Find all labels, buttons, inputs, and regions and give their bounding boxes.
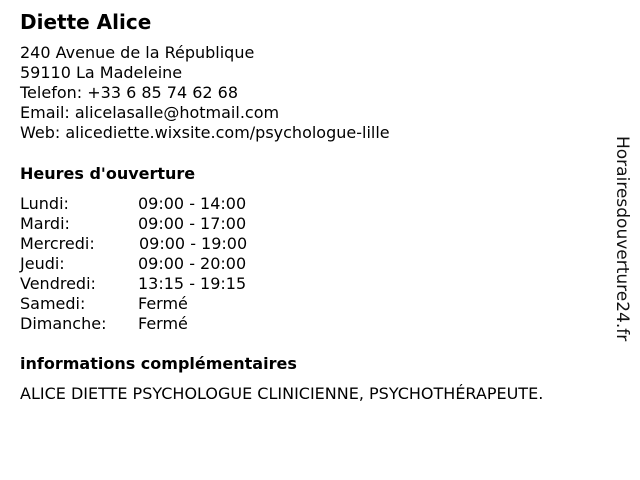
- day-label: Lundi:: [20, 194, 69, 213]
- address-line-2: 59110 La Madeleine: [20, 63, 183, 82]
- time-value: Fermé: [138, 294, 188, 313]
- info-heading: informations complémentaires: [20, 354, 297, 373]
- address-line-1: 240 Avenue de la République: [20, 43, 255, 62]
- time-value: 09:00 - 19:00: [139, 234, 248, 253]
- email-line[interactable]: Email: alicelasalle@hotmail.com: [20, 103, 280, 122]
- day-label: Samedi:: [20, 294, 86, 313]
- day-label: Mardi:: [20, 214, 70, 233]
- day-label: Jeudi:: [20, 254, 65, 273]
- time-value: 13:15 - 19:15: [138, 274, 247, 293]
- day-label: Vendredi:: [20, 274, 96, 293]
- info-description: ALICE DIETTE PSYCHOLOGUE CLINICIENNE, PSYCHOTHÉRAPEUTE.: [20, 384, 544, 403]
- business-name: Diette Alice: [20, 10, 152, 34]
- phone-line[interactable]: Telefon: +33 6 85 74 62 68: [20, 83, 239, 102]
- website-line[interactable]: Web: alicediette.wixsite.com/psychologue-lille: [20, 123, 390, 142]
- watermark: [613, 136, 633, 370]
- time-value: 09:00 - 20:00: [138, 254, 247, 273]
- time-value: Fermé: [138, 314, 188, 333]
- time-value: 09:00 - 17:00: [138, 214, 247, 233]
- hours-heading: Heures d'ouverture: [20, 164, 196, 183]
- watermark-text: Horairesdouverture24.fr: [612, 136, 632, 342]
- contact-block: [20, 43, 390, 143]
- day-label: Mercredi:: [20, 234, 95, 253]
- time-value: 09:00 - 14:00: [138, 194, 247, 213]
- day-label: Dimanche:: [20, 314, 107, 333]
